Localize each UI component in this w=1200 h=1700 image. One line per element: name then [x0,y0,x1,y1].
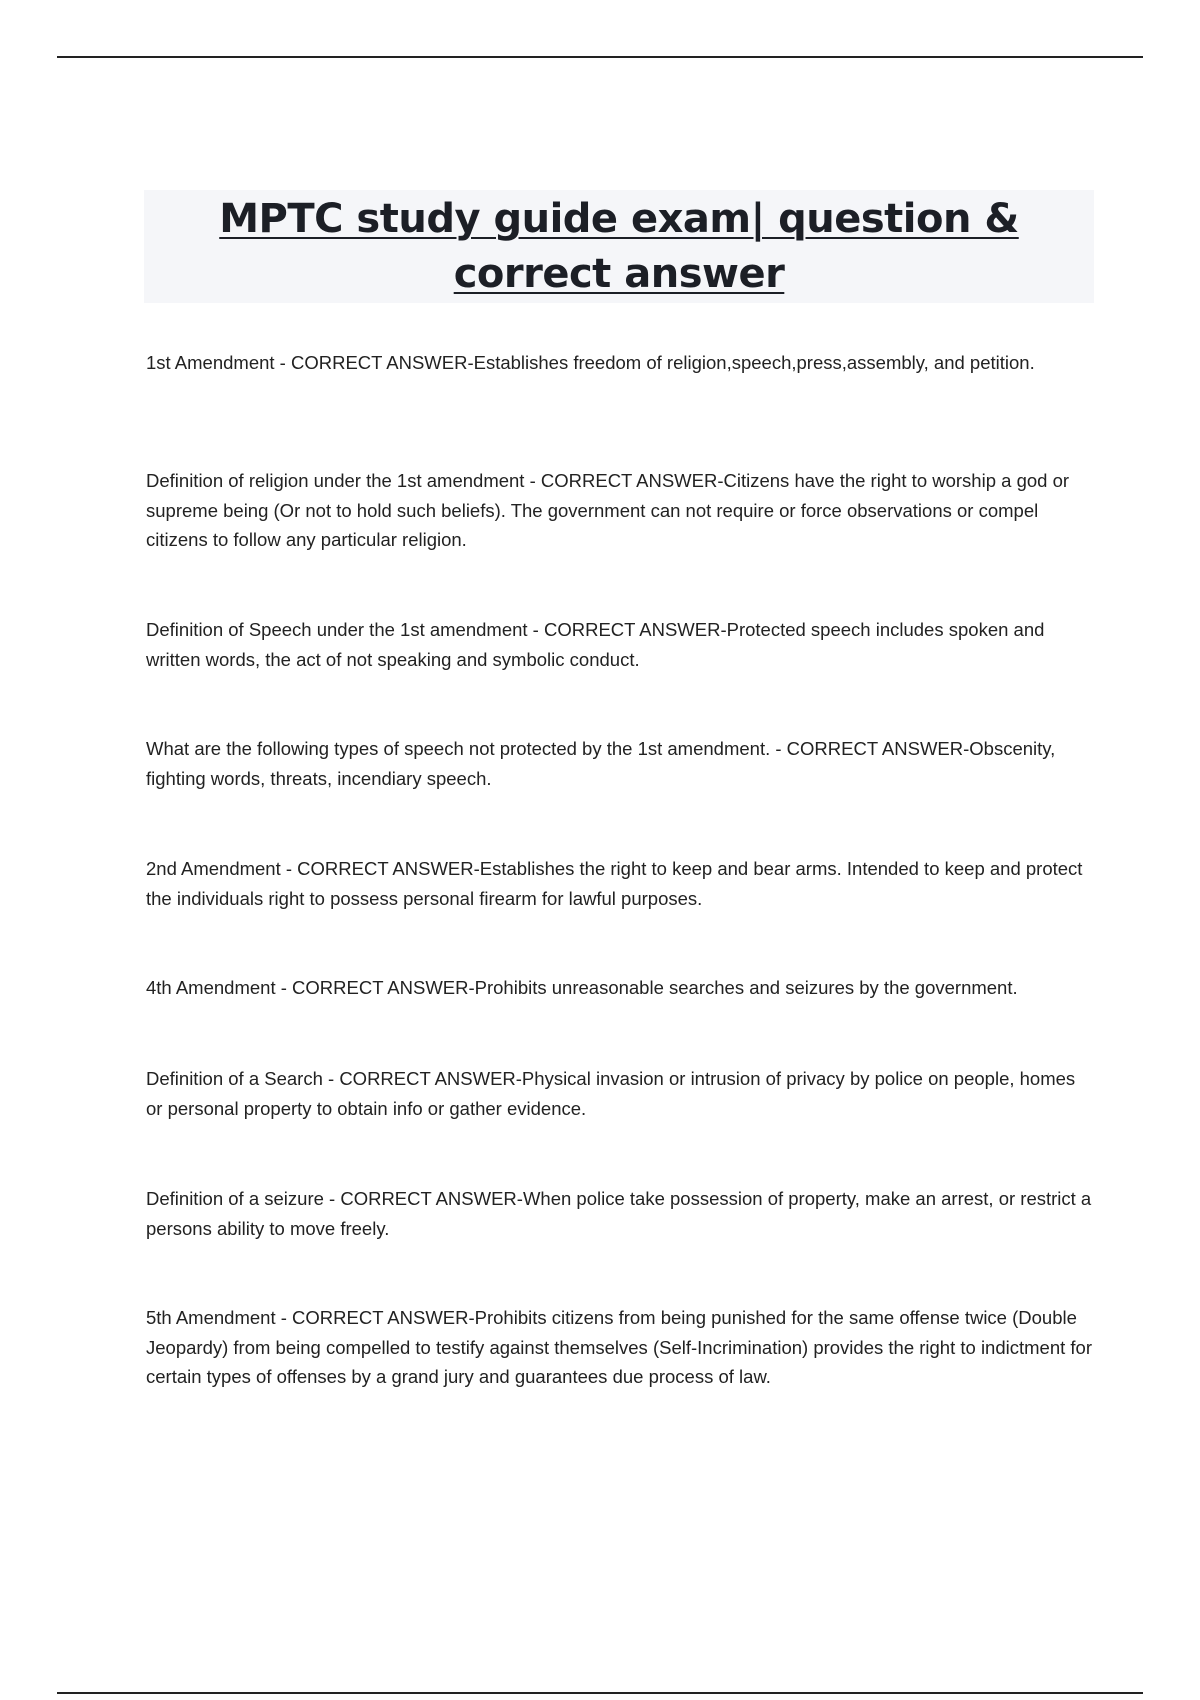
qa-entry-religion-definition: Definition of religion under the 1st amendment - CORRECT ANSWER-Citizens have the right to worship a god or supreme being (Or not to hold such beliefs). The government can not require or force observations or compel citizens to follow any particular religion. [146,470,1070,550]
qa-entry-4th-amendment: 4th Amendment - CORRECT ANSWER-Prohibits unreasonable searches and seizures by the government. [146,977,1018,998]
header-rule [57,56,1143,58]
qa-entry-unprotected-speech: What are the following types of speech not protected by the 1st amendment. - CORRECT ANSWER-Obscenity, fighting words, threats, incendiary speech. [146,738,1056,789]
qa-entry-search-definition: Definition of a Search - CORRECT ANSWER-Physical invasion or intrusion of privacy by police on people, homes or personal property to obtain info or gather evidence. [146,1068,1076,1119]
qa-entry-speech-definition: Definition of Speech under the 1st amendment - CORRECT ANSWER-Protected speech includes spoken and written words, the act of not speaking and symbolic conduct. [146,619,1045,670]
qa-entry-seizure-definition: Definition of a seizure - CORRECT ANSWER-When police take possession of property, make an arrest, or restrict a persons ability to move freely. [146,1188,1092,1239]
qa-entry-1st-amendment: 1st Amendment - CORRECT ANSWER-Establishes freedom of religion,speech,press,assembly, and petition. [146,352,1035,373]
document-title: MPTC study guide exam| question & correct answer [219,195,1019,297]
qa-entry-5th-amendment: 5th Amendment - CORRECT ANSWER-Prohibits citizens from being punished for the same offense twice (Double Jeopardy) from being compelled to testify against themselves (Self-Incrimination) provides the right to indictment for certain types of offenses by a grand jury and guarantees due process of law. [146,1307,1092,1387]
title-banner [144,190,1094,303]
footer-rule [57,1692,1143,1694]
qa-entry-2nd-amendment: 2nd Amendment - CORRECT ANSWER-Establishes the right to keep and bear arms. Intended to keep and protect the individuals right to possess personal firearm for lawful purposes. [146,858,1083,909]
